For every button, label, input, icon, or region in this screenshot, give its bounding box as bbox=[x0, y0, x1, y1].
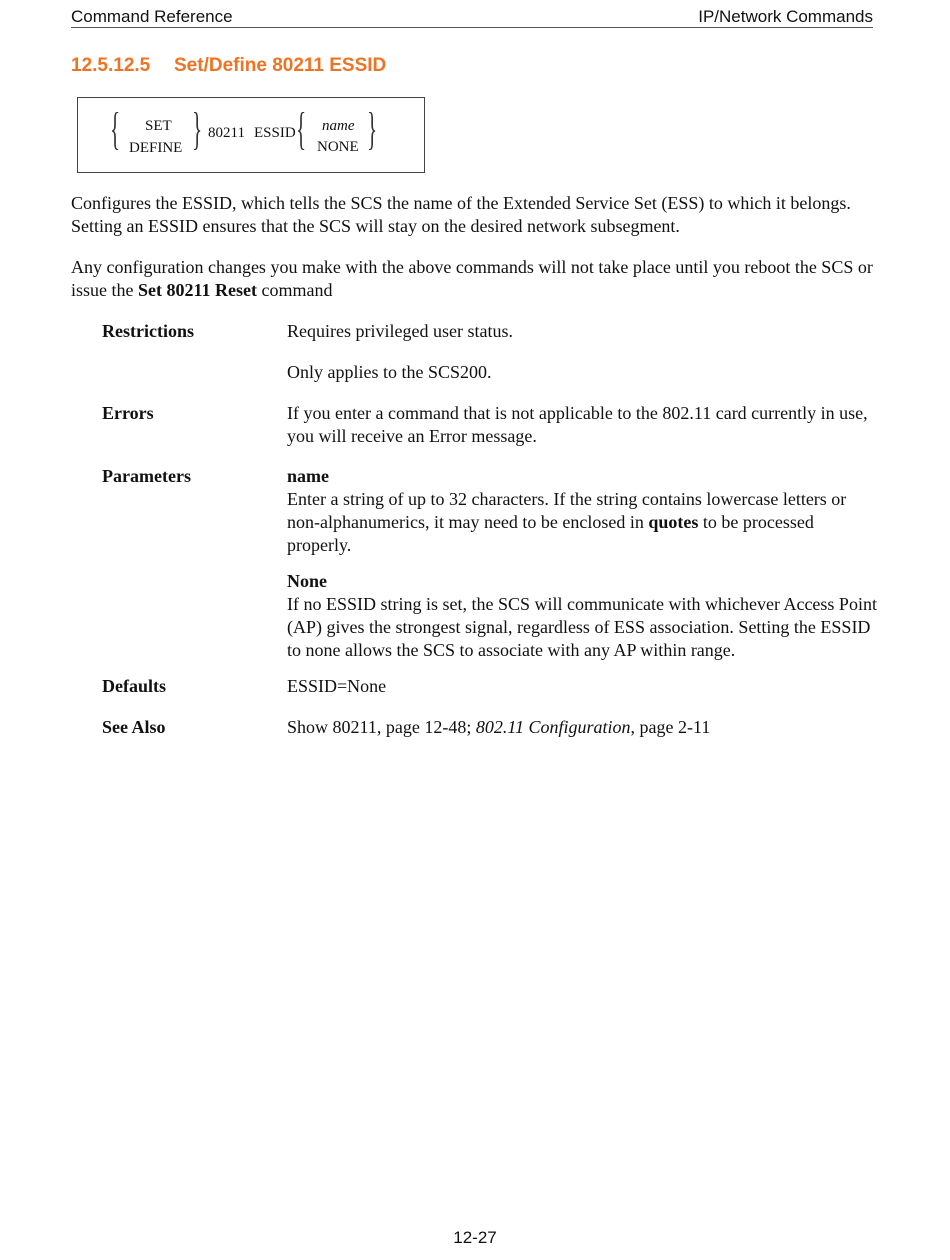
left-brace-close: } bbox=[192, 103, 203, 154]
defaults-label: Defaults bbox=[102, 676, 166, 696]
reboot-note-command: Set 80211 Reset bbox=[138, 280, 257, 300]
parameters-label: Parameters bbox=[102, 466, 191, 486]
header-right-text: IP/Network Commands bbox=[698, 7, 873, 26]
description-paragraph: Configures the ESSID, which tells the SCS the name of the Extended Service Set (ESS) to which it belongs. Setting an ESSID ensures that the SCS will stay on the desired network subsegment. bbox=[71, 193, 851, 236]
restrictions-line-2: Only applies to the SCS200. bbox=[287, 362, 492, 382]
see-also-page-ref: , page 2-11 bbox=[630, 717, 711, 737]
defaults-text: ESSID=None bbox=[287, 676, 387, 696]
syntax-option-name: name bbox=[322, 118, 355, 134]
errors-label: Errors bbox=[102, 403, 154, 423]
parameter-none-block bbox=[287, 570, 877, 662]
syntax-keyword-80211: 80211 bbox=[208, 125, 245, 141]
running-header bbox=[71, 6, 873, 28]
syntax-box bbox=[77, 97, 425, 173]
parameter-name-text: Enter a string of up to 32 characters. If the string contains lowercase letters or non-alphanumerics, it may need to be enclosed in bbox=[287, 489, 847, 532]
reboot-note-tail: command bbox=[256, 280, 333, 300]
parameter-name-block bbox=[287, 465, 877, 557]
left-brace-open: { bbox=[110, 103, 121, 154]
restrictions-label: Restrictions bbox=[102, 321, 194, 341]
header-left-text: Command Reference bbox=[71, 7, 233, 26]
reboot-note-paragraph bbox=[71, 256, 876, 302]
parameter-none-title: None bbox=[287, 571, 327, 591]
errors-text: If you enter a command that is not applicable to the 802.11 card currently in use, you will receive an Error message. bbox=[287, 403, 868, 446]
see-also-show-ref[interactable]: Show 80211, page 12-48; bbox=[287, 717, 476, 737]
syntax-verb-define: DEFINE bbox=[129, 140, 183, 156]
see-also-text bbox=[287, 716, 877, 739]
reboot-note-text: Any configuration changes you make with the above commands will not take place until you reboot the SCS or issue the bbox=[71, 257, 873, 300]
parameter-none-text: If no ESSID string is set, the SCS will communicate with whichever Access Point (AP) gives the strongest signal, regardless of ESS association. Setting the ESSID to none allows the SCS to associate with any AP within range. bbox=[287, 594, 877, 660]
syntax-keyword-essid: ESSID bbox=[254, 125, 296, 141]
section-number: 12.5.12.5 bbox=[71, 55, 151, 76]
syntax-verb-set: SET bbox=[145, 118, 172, 134]
section-title-text: Set/Define 80211 ESSID bbox=[174, 55, 387, 76]
section-title bbox=[71, 55, 386, 77]
right-brace-open: { bbox=[296, 103, 307, 154]
see-also-config-ref[interactable]: 802.11 Configuration bbox=[475, 717, 631, 737]
restrictions-line-1: Requires privileged user status. bbox=[287, 321, 513, 341]
right-brace-close: } bbox=[367, 103, 378, 154]
parameter-name-tail: to be processed properly. bbox=[287, 512, 814, 555]
parameter-name-title: name bbox=[287, 466, 329, 486]
parameter-name-quotes: quotes bbox=[648, 512, 699, 532]
see-also-label: See Also bbox=[102, 717, 166, 737]
page-number: 12-27 bbox=[453, 1228, 497, 1247]
syntax-option-none: NONE bbox=[317, 139, 359, 155]
